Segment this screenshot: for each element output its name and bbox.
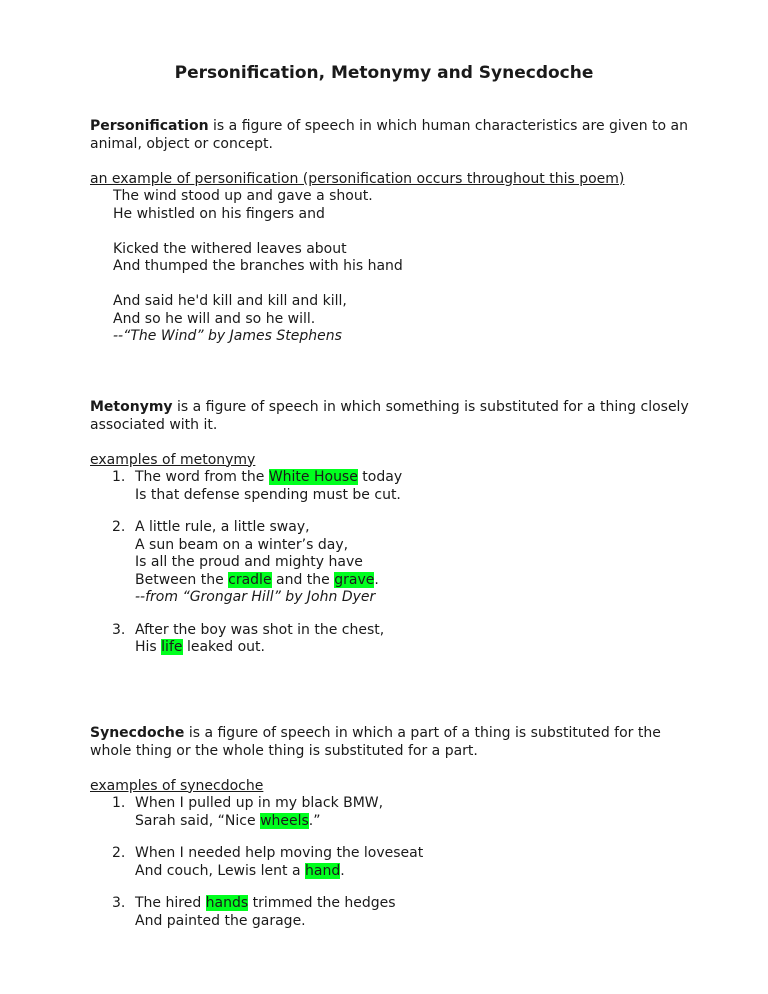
metonymy-section: [90, 399, 690, 657]
metonymy-term: Metonymy: [90, 399, 173, 415]
personification-definition: Personification is a figure of speech in which human characteristics are given to an animal, object or concept.: [90, 118, 688, 152]
highlighted-word: hands: [205, 895, 249, 911]
synecdoche-section: [90, 725, 690, 930]
page-title: Personification, Metonymy and Synecdoche: [174, 63, 594, 83]
metonymy-definition: Metonymy is a figure of speech in which something is substituted for a thing closely associated with it.: [90, 399, 689, 433]
highlighted-word: life: [161, 639, 183, 655]
synecdoche-definition: Synecdoche is a figure of speech in which a part of a thing is substituted for the whole thing or the whole thing is substituted for a part.: [90, 725, 661, 759]
highlighted-word: wheels: [260, 812, 309, 829]
list-item: 2. A little rule, a little sway, A sun beam on a winter’s day, Is all the proud and mighty have Between the cradle and the grave. --from “Grongar Hill” by John Dyer: [90, 519, 690, 607]
metonymy-example-heading: examples of metonymy: [90, 451, 256, 468]
poem-line: And thumped the branches with his hand: [113, 258, 403, 274]
list-item: 3. The hired hands trimmed the hedges And painted the garage.: [112, 895, 396, 929]
list-item: 3. After the boy was shot in the chest, His life leaked out.: [112, 621, 385, 655]
metonymy-examples-list: [90, 469, 690, 657]
highlighted-word: White House: [268, 469, 358, 485]
highlighted-word: grave: [334, 571, 375, 588]
synecdoche-term: Synecdoche: [90, 725, 185, 741]
personification-section: [90, 118, 690, 346]
personification-example-heading: an example of personification (personification occurs throughout this poem): [90, 170, 625, 187]
list-item: 2. When I needed help moving the loveseat And couch, Lewis lent a hand.: [112, 845, 424, 879]
poem-line: He whistled on his fingers and: [113, 205, 325, 222]
poem-line: Kicked the withered leaves about: [113, 240, 347, 257]
wind-poem: [90, 188, 690, 346]
poem-line: And so he will and so he will.: [113, 310, 316, 327]
poem-line: And said he'd kill and kill and kill,: [113, 293, 347, 309]
list-item: 1. The word from the White House today Is that defense spending must be cut.: [112, 469, 403, 503]
poem-credit: --“The Wind” by James Stephens: [113, 328, 342, 344]
poem-line: The wind stood up and gave a shout.: [113, 188, 373, 204]
poem-credit: --from “Grongar Hill” by John Dyer: [135, 589, 376, 605]
synecdoche-example-heading: examples of synecdoche: [90, 777, 264, 794]
synecdoche-examples-list: [90, 795, 690, 930]
list-item: 1. When I pulled up in my black BMW, Sarah said, “Nice wheels.”: [112, 795, 384, 829]
personification-term: Personification: [90, 118, 209, 134]
highlighted-word: cradle: [228, 571, 272, 588]
highlighted-word: hand: [305, 862, 341, 879]
